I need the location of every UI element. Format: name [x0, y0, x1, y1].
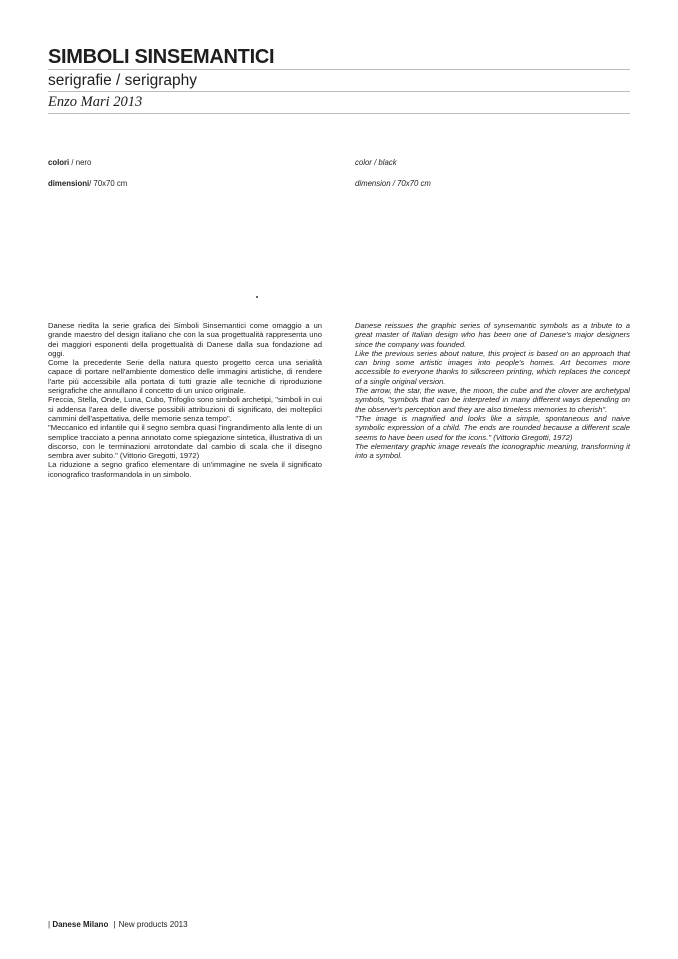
spec-colors-it	[48, 158, 91, 168]
spec-dimensions-it	[48, 179, 127, 189]
spec-color-en: color / black	[355, 158, 397, 167]
paragraph: Freccia, Stella, Onde, Luna, Cubo, Trifoglio sono simboli archetipi, "simboli in cui si addensa l'area delle diverse possibili attribuzioni di significato, dei molteplici cammini dell'aspettativa, delle memorie senza tempo".	[48, 395, 322, 423]
body-text-english	[355, 321, 630, 460]
paragraph: The arrow, the star, the wave, the moon, the cube and the clover are archetypal symbols, "symbols that can be interpreted in many different ways depending on the observer's perception and they are also timeless memories to cherish".	[355, 386, 630, 414]
paragraph: Danese riedita la serie grafica dei Simboli Sinsemantici come omaggio a un grande maestro del design italiano che con la sua progettualità rappresenta uno dei maggiori esponenti della progettualità di Danese dalla sua fondazione ad oggi.	[48, 321, 322, 358]
paragraph: "The image is magnified and looks like a simple, spontaneous and naive symbolic expression of a child. The ends are rounded because a different scale seems to have been used for the icons." (Vittorio Gregotti, 1972)	[355, 413, 630, 442]
decorative-dot	[256, 296, 258, 298]
colors-value: / nero	[69, 158, 92, 167]
colors-label: colori	[48, 158, 70, 167]
footer-brand: Danese Milano	[52, 920, 109, 929]
footer-label: New products 2013	[118, 920, 188, 929]
dimensions-value: / 70x70 cm	[89, 179, 128, 188]
author-line: Enzo Mari 2013	[48, 92, 630, 114]
paragraph: The elementary graphic image reveals the iconographic meaning, transforming it into a symbol.	[355, 441, 630, 461]
page-footer	[48, 920, 188, 930]
body-text-italian	[48, 321, 322, 479]
page-header	[48, 46, 630, 114]
paragraph: Danese reissues the graphic series of synsemantic symbols as a tribute to a great master of Italian design who has been one of Danese's major designers since the company was founded.	[355, 321, 630, 349]
paragraph: "Meccanico ed infantile qui il segno sembra quasi l'ingrandimento alla lente di un semplice tracciato a penna annotato come spiegazione sintetica, illustrativa di un discorso, con le terminazioni arrotondate dal cambio di scala che il disegno sembra aver subito." (Vittorio Gregotti, 1972)	[48, 423, 322, 461]
footer-separator: |	[113, 920, 116, 929]
spec-dimension-en: dimension / 70x70 cm	[355, 179, 431, 188]
paragraph: La riduzione a segno grafico elementare di un'immagine ne svela il significato iconografico trasformandola in un simbolo.	[48, 460, 322, 479]
footer-separator: |	[48, 920, 51, 929]
paragraph: Come la precedente Serie della natura questo progetto cerca una serialità capace di portare nell'ambiente domestico delle immagini artistiche, di rendere l'arte più accessibile alla portata di tutti grazie alle tecniche di riproduzione serigrafiche che annullano il concetto di un unico originale.	[48, 358, 322, 396]
page-subtitle: serigrafie / serigraphy	[48, 70, 630, 92]
paragraph: Like the previous series about nature, this project is based on an approach that can bring some artistic images into people's homes. Art becomes more accessible to everyone thanks to silkscreen printing, which replaces the concept of a single original version.	[355, 348, 630, 386]
dimensions-label: dimensioni	[48, 179, 90, 188]
page-title: SIMBOLI SINSEMANTICI	[48, 46, 630, 70]
